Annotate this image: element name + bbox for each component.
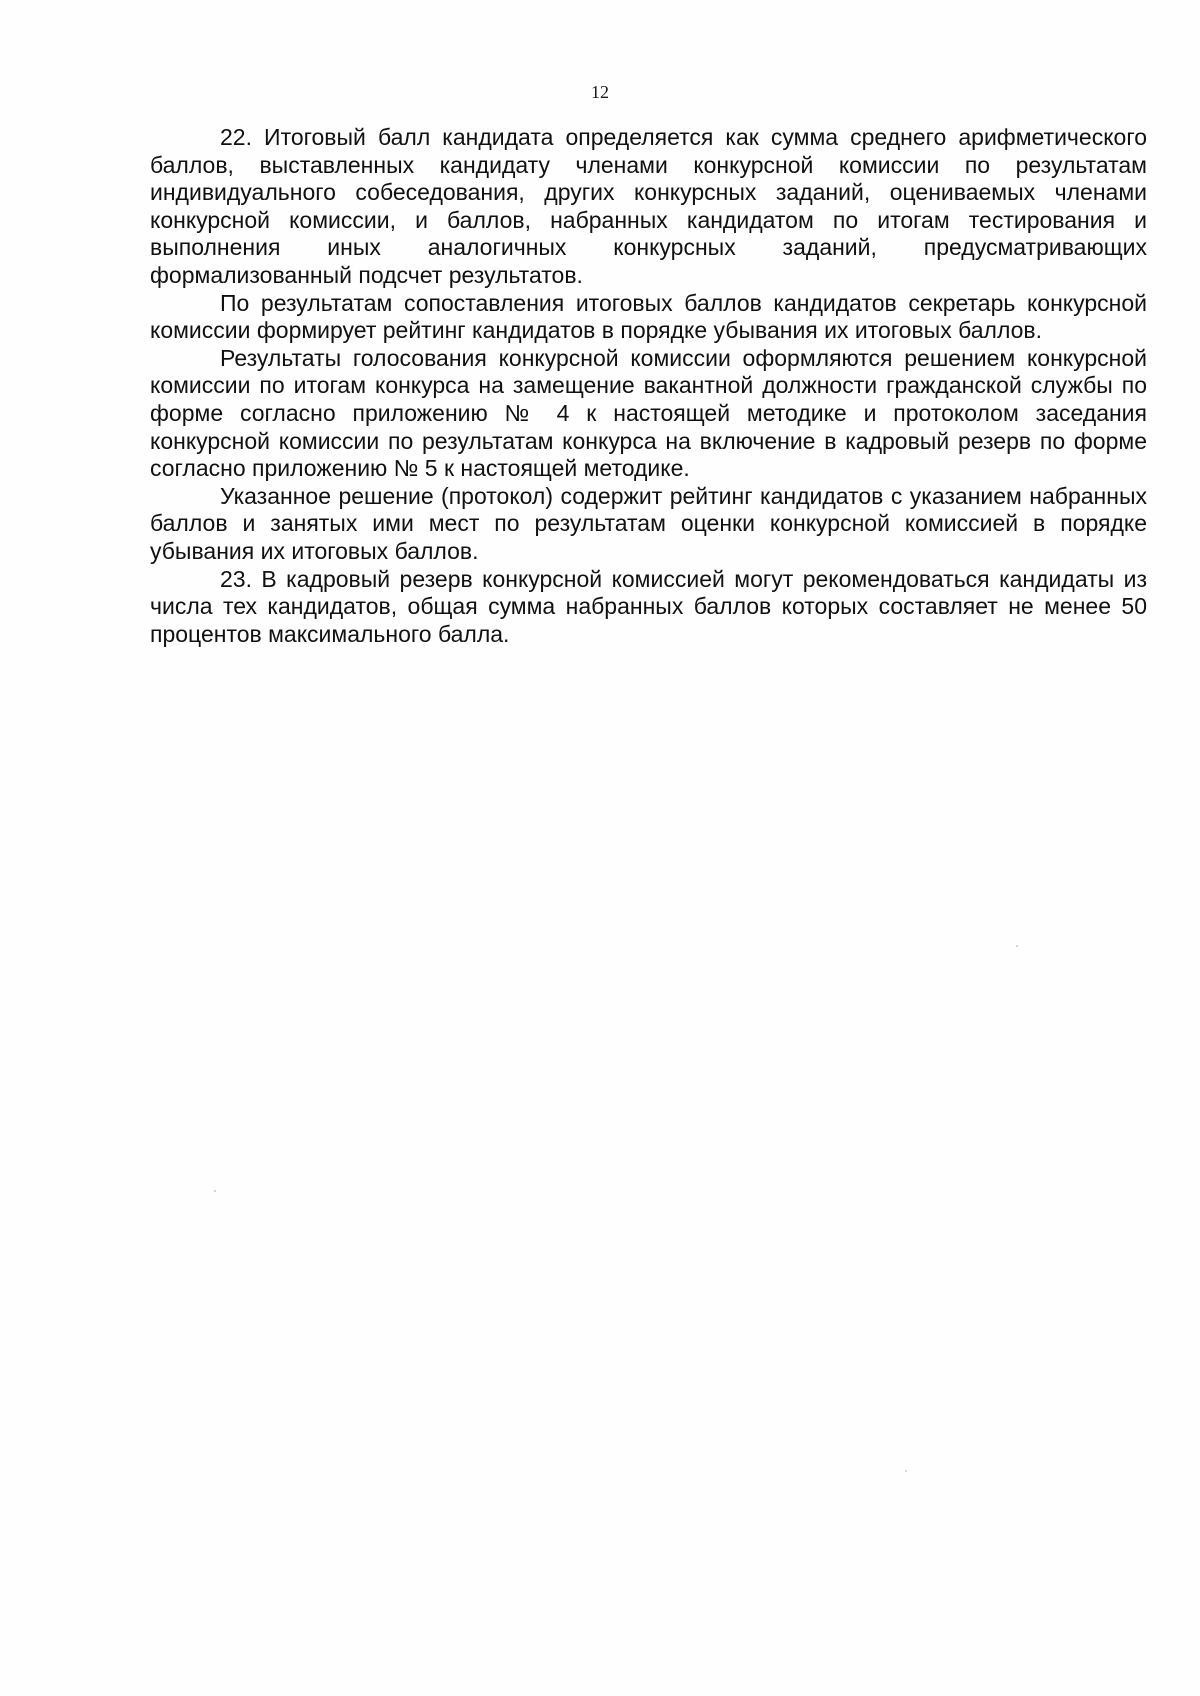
paragraph-23-reserve: 23. В кадровый резерв конкурсной комиссией могут рекомендоваться кандидаты из числа тех кандидатов, общая сумма набранных баллов которых составляет не менее 50 процентов максимального балла. bbox=[150, 565, 1147, 647]
scan-speck bbox=[1016, 945, 1018, 947]
scan-speck bbox=[905, 1470, 907, 1472]
paragraph-decision-protocol: Указанное решение (протокол) содержит рейтинг кандидатов с указанием набранных баллов и занятых ими мест по результатам оценки конкурсной комиссией в порядке убывания их итоговых баллов. bbox=[150, 482, 1147, 564]
scan-speck bbox=[214, 1190, 216, 1192]
paragraph-22-final-score: 22. Итоговый балл кандидата определяется как сумма среднего арифметического баллов, выставленных кандидату членами конкурсной комиссии по результатам индивидуального собеседования, других конкурсных заданий, оцениваемых членами конкурсной комиссии, и баллов, набранных кандидатом по итогам тестирования и выполнения иных аналогичных конкурсных заданий, предусматривающих формализованный подсчет результатов. bbox=[150, 124, 1147, 288]
page-number: 12 bbox=[591, 82, 609, 102]
document-body bbox=[150, 124, 1147, 648]
paragraph-voting-results: Результаты голосования конкурсной комиссии оформляются решением конкурсной комиссии по итогам конкурса на замещение вакантной должности гражданской службы по форме согласно приложению № 4 к настоящей методике и протоколом заседания конкурсной комиссии по результатам конкурса на включение в кадровый резерв по форме согласно приложению № 5 к настоящей методике. bbox=[150, 344, 1147, 482]
paragraph-rating: По результатам сопоставления итоговых баллов кандидатов секретарь конкурсной комиссии формирует рейтинг кандидатов в порядке убывания их итоговых баллов. bbox=[150, 289, 1147, 344]
